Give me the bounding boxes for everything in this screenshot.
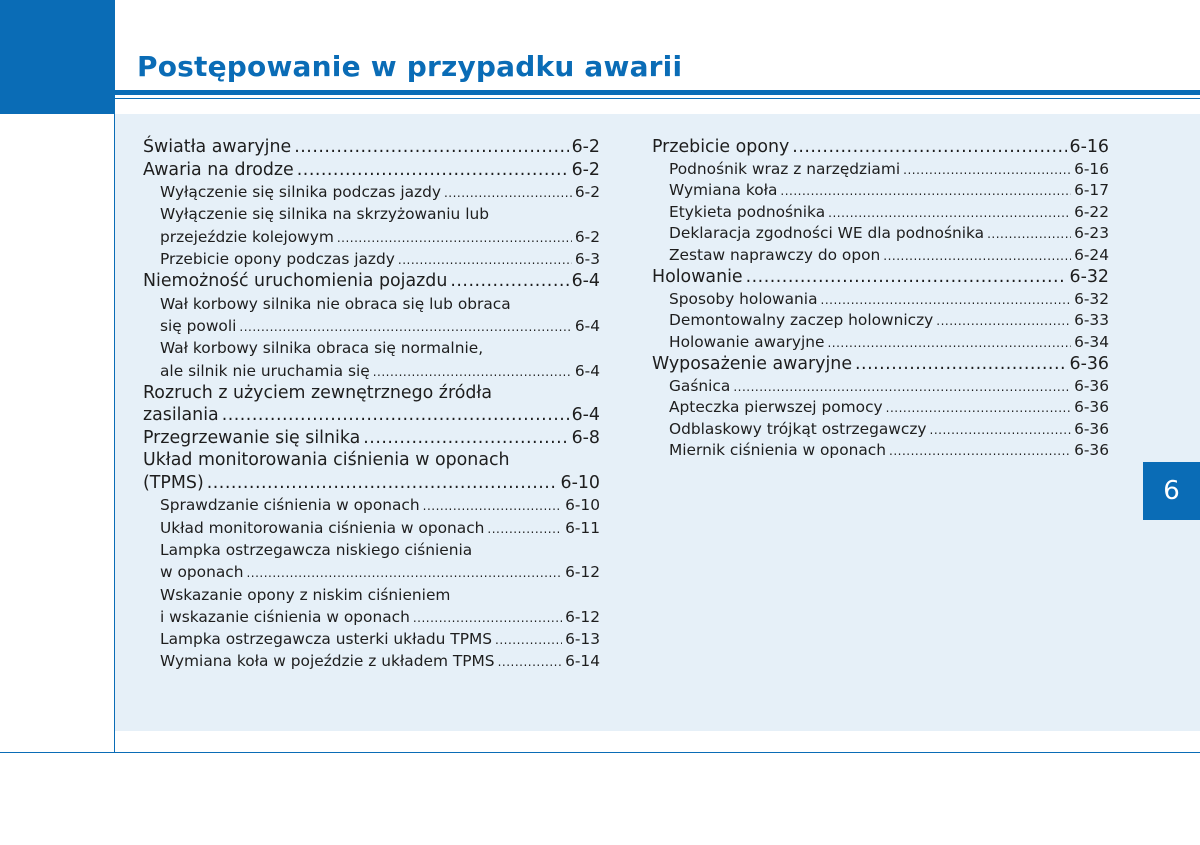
- leader-dots: [239, 315, 571, 338]
- toc-subentry[interactable]: [143, 628, 600, 650]
- leader-dots: [827, 332, 1071, 355]
- leader-dots: [821, 289, 1072, 312]
- leader-dots: [207, 472, 558, 495]
- toc-subentry[interactable]: [143, 539, 600, 561]
- toc-subentry[interactable]: [143, 293, 600, 315]
- leader-dots: [780, 180, 1071, 203]
- leader-dots: [222, 404, 569, 427]
- toc-entry-label: Deklaracja zgodności WE dla podnośnika: [669, 224, 985, 242]
- toc-page-number: 6-33: [1074, 311, 1109, 329]
- toc-subentry[interactable]: [143, 203, 600, 225]
- toc-page-number: 6-2: [574, 183, 600, 201]
- leader-dots: [246, 561, 562, 584]
- toc-entry-label: w oponach: [160, 563, 244, 582]
- leader-dots: [297, 159, 569, 182]
- toc-subentry[interactable]: [143, 360, 600, 382]
- toc-entry[interactable]: [143, 136, 600, 159]
- leader-dots: [886, 397, 1071, 420]
- corner-block: [0, 0, 114, 114]
- toc-subentry[interactable]: [652, 376, 1109, 398]
- toc-entry-label: Odblaskowy trójkąt ostrzegawczy: [669, 419, 927, 438]
- toc-page-number: 6-17: [1074, 181, 1109, 199]
- toc-entry-label: Wał korbowy silnika nie obraca się lub obraca: [160, 294, 511, 313]
- toc-entry-label: ale silnik nie uruchamia się: [160, 361, 370, 380]
- toc-page-number: 6-36: [1069, 354, 1109, 374]
- leader-dots: [883, 245, 1071, 268]
- toc-entry-label: przejeździe kolejowym: [160, 227, 334, 246]
- leader-dots: [373, 360, 572, 383]
- toc-entry-label: i wskazanie ciśnienia w oponach: [160, 607, 410, 626]
- toc-entry-label: Wyłączenie się silnika podczas jazdy: [160, 183, 441, 201]
- title-rule: [114, 90, 1200, 95]
- toc-page-number: 6-10: [560, 472, 600, 493]
- toc-subentry[interactable]: [652, 223, 1109, 245]
- toc-column-right: [652, 136, 1109, 462]
- toc-entry[interactable]: [652, 266, 1109, 289]
- toc-entry-label: Wskazanie opony z niskim ciśnieniem: [160, 585, 451, 604]
- toc-entry[interactable]: [652, 136, 1109, 159]
- toc-page-number: 6-2: [571, 137, 600, 157]
- toc-entry-label: Zestaw naprawczy do opon: [669, 245, 881, 264]
- leader-dots: [889, 440, 1071, 463]
- toc-entry-label: Światła awaryjne: [143, 137, 292, 157]
- toc-entry-label: Wymiana koła w pojeździe z układem TPMS: [160, 652, 495, 671]
- toc-page-number: 6-4: [571, 405, 600, 426]
- toc-subentry[interactable]: [143, 315, 600, 337]
- toc-entry[interactable]: [143, 382, 600, 405]
- toc-page-number: 6-4: [574, 316, 600, 335]
- toc-subentry[interactable]: [652, 440, 1109, 462]
- leader-dots: [792, 136, 1066, 159]
- toc-subentry[interactable]: [143, 494, 600, 516]
- toc-entry[interactable]: [143, 404, 600, 427]
- chapter-tab[interactable]: 6: [1143, 462, 1200, 520]
- toc-entry-label: Demontowalny zaczep holowniczy: [669, 311, 934, 329]
- toc-subentry[interactable]: [652, 159, 1109, 181]
- toc-entry-label: Przebicie opony podczas jazdy: [160, 249, 395, 268]
- toc-subentry[interactable]: [143, 517, 600, 539]
- margin-line: [114, 0, 115, 752]
- toc-subentry[interactable]: [652, 419, 1109, 441]
- leader-dots: [487, 517, 562, 540]
- toc-entry-label: Apteczka pierwszej pomocy: [669, 398, 883, 416]
- toc-entry-label: Holowanie: [652, 267, 743, 287]
- toc-page-number: 6-36: [1074, 441, 1109, 459]
- toc-entry-label: Gaśnica: [669, 376, 731, 395]
- toc-entry-label: Lampka ostrzegawcza usterki układu TPMS: [160, 630, 493, 649]
- toc-column-left: [143, 136, 600, 673]
- toc-subentry[interactable]: [143, 650, 600, 672]
- toc-subentry[interactable]: [143, 248, 600, 270]
- toc-page-number: 6-12: [565, 607, 600, 626]
- toc-subentry[interactable]: [143, 226, 600, 248]
- toc-page-number: 6-14: [565, 652, 600, 671]
- toc-page-number: 6-4: [571, 271, 600, 292]
- page-title: Postępowanie w przypadku awarii: [137, 50, 683, 83]
- leader-dots: [498, 650, 562, 673]
- toc-page-number: 6-16: [1074, 159, 1109, 178]
- toc-subentry[interactable]: [652, 245, 1109, 267]
- toc-entry-label: Rozruch z użyciem zewnętrznego źródła: [143, 382, 492, 403]
- toc-entry-label: Holowanie awaryjne: [669, 332, 825, 351]
- toc-page-number: 6-36: [1074, 419, 1109, 438]
- leader-dots: [930, 419, 1072, 442]
- toc-subentry[interactable]: [143, 606, 600, 628]
- toc-subentry[interactable]: [652, 180, 1109, 202]
- leader-dots: [294, 136, 568, 159]
- toc-page-number: 6-13: [565, 630, 600, 649]
- toc-entry[interactable]: [143, 427, 600, 450]
- toc-entry-label: Wyłączenie się silnika na skrzyżowaniu lub: [160, 205, 489, 224]
- toc-page-number: 6-16: [1069, 137, 1109, 157]
- toc-entry-label: Przebicie opony: [652, 137, 790, 157]
- toc-entry-label: Przegrzewanie się silnika: [143, 427, 361, 448]
- leader-dots: [337, 226, 572, 249]
- leader-dots: [987, 223, 1071, 246]
- toc-subentry[interactable]: [143, 584, 600, 606]
- toc-entry-label: Układ monitorowania ciśnienia w oponach: [143, 450, 510, 471]
- toc-page-number: 6-24: [1074, 245, 1109, 264]
- leader-dots: [413, 606, 562, 629]
- leader-dots: [903, 159, 1071, 182]
- leader-dots: [450, 270, 568, 293]
- toc-entry[interactable]: [143, 449, 600, 472]
- toc-subentry[interactable]: [652, 332, 1109, 354]
- leader-dots: [746, 266, 1067, 289]
- toc-page-number: 6-34: [1074, 332, 1109, 351]
- toc-entry-label: Wymiana koła: [669, 181, 778, 199]
- toc-entry-label: Wyposażenie awaryjne: [652, 354, 853, 374]
- toc-subentry[interactable]: [652, 397, 1109, 419]
- toc-entry-label: Sposoby holowania: [669, 289, 818, 308]
- leader-dots: [733, 376, 1071, 399]
- leader-dots: [936, 310, 1071, 333]
- leader-dots: [495, 628, 562, 651]
- toc-entry[interactable]: [143, 472, 600, 495]
- toc-subentry[interactable]: [143, 337, 600, 359]
- toc-entry-label: Układ monitorowania ciśnienia w oponach: [160, 518, 485, 537]
- leader-dots: [855, 353, 1067, 376]
- toc-entry-label: Awaria na drodze: [143, 159, 294, 180]
- toc-page-number: 6-12: [565, 563, 600, 582]
- toc-entry-label: zasilania: [143, 405, 219, 426]
- leader-dots: [444, 181, 572, 204]
- toc-page-number: 6-32: [1069, 267, 1109, 287]
- toc-entry-label: Lampka ostrzegawcza niskiego ciśnienia: [160, 540, 473, 559]
- toc-entry-label: Miernik ciśnienia w oponach: [669, 441, 887, 459]
- toc-entry-label: Niemożność uruchomienia pojazdu: [143, 271, 448, 292]
- toc-subentry[interactable]: [143, 561, 600, 583]
- title-rule-thin: [114, 98, 1200, 99]
- toc-page-number: 6-23: [1074, 224, 1109, 242]
- toc-entry-label: Sprawdzanie ciśnienia w oponach: [160, 496, 420, 515]
- leader-dots: [398, 248, 572, 271]
- toc-page-number: 6-8: [571, 427, 600, 448]
- toc-entry-label: (TPMS): [143, 472, 204, 493]
- toc-page-number: 6-4: [574, 361, 600, 380]
- bottom-rule: [0, 752, 1200, 753]
- toc-page-number: 6-36: [1074, 376, 1109, 395]
- toc-page-number: 6-3: [574, 249, 600, 268]
- toc-entry-label: się powoli: [160, 316, 237, 335]
- toc-subentry[interactable]: [143, 181, 600, 203]
- toc-entry-label: Wał korbowy silnika obraca się normalnie,: [160, 339, 484, 358]
- toc-page-number: 6-2: [574, 227, 600, 246]
- toc-entry[interactable]: [652, 353, 1109, 376]
- toc-page-number: 6-10: [565, 496, 600, 515]
- toc-page-number: 6-22: [1074, 202, 1109, 221]
- toc-page-number: 6-2: [571, 159, 600, 180]
- toc-page-number: 6-36: [1074, 398, 1109, 416]
- toc-entry[interactable]: [143, 159, 600, 182]
- toc-entry[interactable]: [143, 270, 600, 293]
- toc-entry-label: Podnośnik wraz z narzędziami: [669, 159, 901, 178]
- toc-subentry[interactable]: [652, 289, 1109, 311]
- toc-entry-label: Etykieta podnośnika: [669, 202, 826, 221]
- leader-dots: [363, 427, 568, 450]
- toc-subentry[interactable]: [652, 202, 1109, 224]
- leader-dots: [423, 494, 562, 517]
- toc-page-number: 6-11: [565, 518, 600, 537]
- toc-page-number: 6-32: [1074, 289, 1109, 308]
- leader-dots: [828, 202, 1071, 225]
- toc-subentry[interactable]: [652, 310, 1109, 332]
